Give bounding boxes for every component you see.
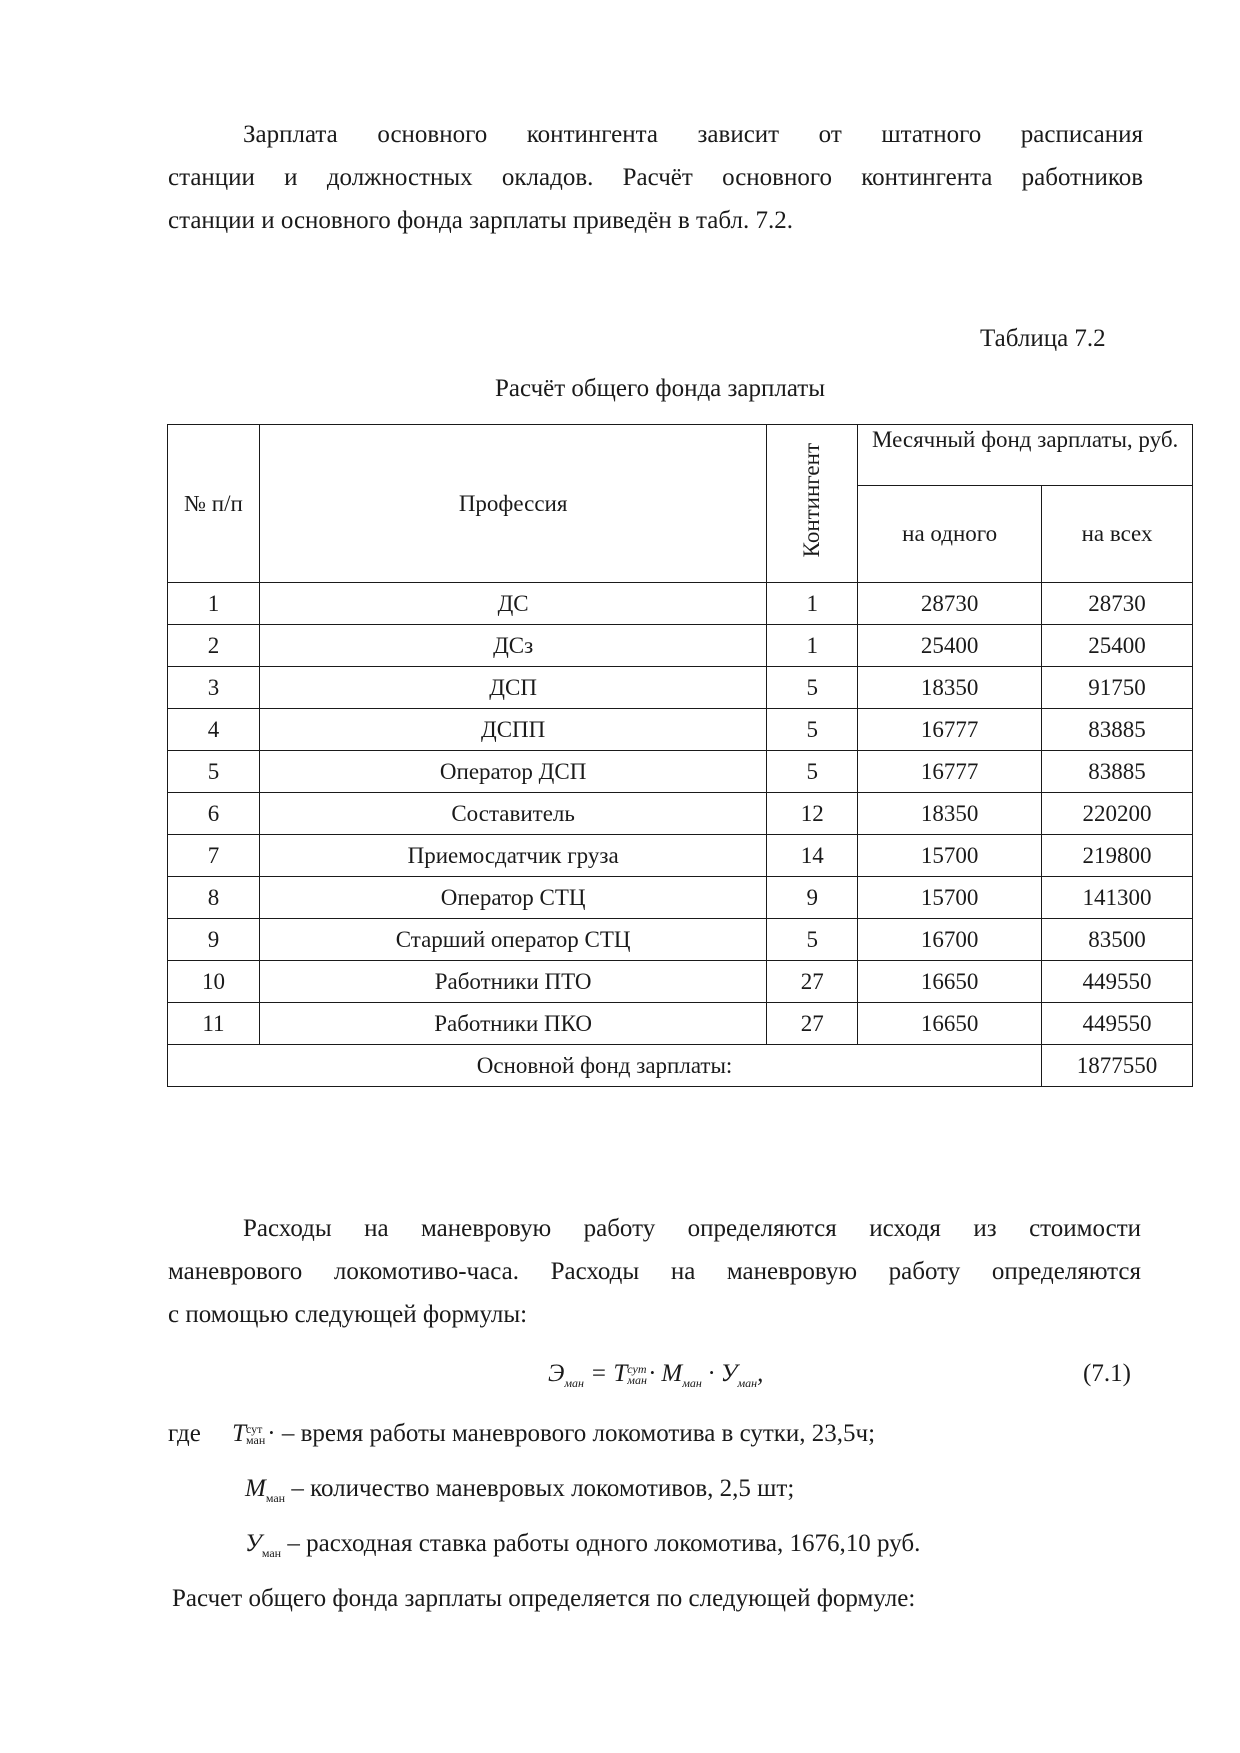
cell-num: 2 xyxy=(168,625,260,667)
def-u-text: – расходная ставка работы одного локомотива, 1676,10 руб. xyxy=(281,1530,921,1557)
formula-u-sub: ман xyxy=(737,1376,758,1390)
cell-per-all: 220200 xyxy=(1042,793,1193,835)
table-row xyxy=(168,709,1193,751)
intro-paragraph xyxy=(168,113,1143,242)
cell-per-one: 18350 xyxy=(858,667,1042,709)
cell-profession: Оператор ДСП xyxy=(259,751,766,793)
cell-num: 3 xyxy=(168,667,260,709)
total-label: Основной фонд зарплаты: xyxy=(168,1045,1042,1087)
formula-e: Э xyxy=(548,1360,565,1387)
cell-per-all: 141300 xyxy=(1042,877,1193,919)
table-row xyxy=(168,877,1193,919)
cell-per-all: 83885 xyxy=(1042,751,1193,793)
table-body xyxy=(168,583,1193,1045)
cell-per-one: 28730 xyxy=(858,583,1042,625)
header-contingent-label: Контингент xyxy=(799,443,825,558)
table-label: Таблица 7.2 xyxy=(980,325,1106,352)
def-t-symbol: Т xyxy=(232,1420,246,1447)
cell-per-one: 16700 xyxy=(858,919,1042,961)
cell-profession: Приемосдатчик груза xyxy=(259,835,766,877)
formula-number: (7.1) xyxy=(1083,1360,1131,1387)
final-sentence: Расчет общего фонда зарплаты определяется по следующей формуле: xyxy=(172,1585,916,1612)
cell-count: 1 xyxy=(767,583,858,625)
cell-per-one: 15700 xyxy=(858,877,1042,919)
cell-num: 1 xyxy=(168,583,260,625)
cell-count: 5 xyxy=(767,751,858,793)
def-m-sub: ман xyxy=(265,1491,286,1505)
formula-7-1 xyxy=(548,1360,763,1391)
cell-per-all: 25400 xyxy=(1042,625,1193,667)
cell-count: 9 xyxy=(767,877,858,919)
definition-m xyxy=(245,1475,794,1506)
def-u-symbol: У xyxy=(245,1530,262,1557)
cell-count: 27 xyxy=(767,1003,858,1045)
table-row xyxy=(168,667,1193,709)
cell-per-one: 18350 xyxy=(858,793,1042,835)
cell-profession: ДСз xyxy=(259,625,766,667)
header-per-one: на одного xyxy=(858,486,1042,583)
cell-num: 5 xyxy=(168,751,260,793)
formula-eq: = xyxy=(590,1360,608,1387)
maneuver-line-1: Расходы на маневровую работу определяются исходя из стоимости xyxy=(243,1215,1141,1242)
cell-count: 14 xyxy=(767,835,858,877)
definition-t xyxy=(168,1420,875,1448)
formula-dot-1: · xyxy=(648,1360,656,1387)
cell-profession: Оператор СТЦ xyxy=(259,877,766,919)
cell-profession: Работники ПТО xyxy=(259,961,766,1003)
table-row xyxy=(168,793,1193,835)
cell-per-all: 449550 xyxy=(1042,1003,1193,1045)
formula-comma: , xyxy=(757,1360,764,1387)
header-monthly-fund: Месячный фонд зарплаты, руб. xyxy=(858,425,1193,486)
header-profession: Профессия xyxy=(259,425,766,583)
cell-count: 12 xyxy=(767,793,858,835)
maneuver-line-2: маневрового локомотиво-часа. Расходы на маневровую работу определяются xyxy=(168,1258,1141,1285)
table-row xyxy=(168,835,1193,877)
cell-per-one: 16650 xyxy=(858,961,1042,1003)
cell-profession: ДС xyxy=(259,583,766,625)
header-contingent xyxy=(767,425,858,583)
cell-profession: Старший оператор СТЦ xyxy=(259,919,766,961)
maneuver-line-3: с помощью следующей формулы: xyxy=(168,1301,528,1328)
cell-per-one: 16777 xyxy=(858,751,1042,793)
cell-profession: Составитель xyxy=(259,793,766,835)
def-u-sub: ман xyxy=(261,1546,282,1560)
table-row xyxy=(168,1003,1193,1045)
cell-per-one: 16650 xyxy=(858,1003,1042,1045)
cell-count: 27 xyxy=(767,961,858,1003)
table-row xyxy=(168,583,1193,625)
table-title: Расчёт общего фонда зарплаты xyxy=(494,375,826,402)
formula-m: М xyxy=(661,1360,683,1387)
cell-profession: ДСП xyxy=(259,667,766,709)
formula-t-sup: сут xyxy=(627,1362,647,1377)
maneuver-paragraph xyxy=(168,1207,1141,1336)
formula-m-sub: ман xyxy=(682,1376,702,1390)
table-header-row xyxy=(168,425,1193,486)
cell-num: 7 xyxy=(168,835,260,877)
def-t-text: · – время работы маневрового локомотива в сутки, 23,5ч; xyxy=(267,1420,876,1447)
cell-per-all: 28730 xyxy=(1042,583,1193,625)
header-num: № п/п xyxy=(168,425,260,583)
cell-num: 8 xyxy=(168,877,260,919)
formula-dot-2: · xyxy=(708,1360,715,1387)
def-m-text: – количество маневровых локомотивов, 2,5 шт; xyxy=(285,1475,795,1502)
intro-line-3: станции и основного фонда зарплаты приведён в табл. 7.2. xyxy=(168,207,793,234)
table-row xyxy=(168,751,1193,793)
table-row xyxy=(168,961,1193,1003)
cell-count: 5 xyxy=(767,667,858,709)
cell-per-all: 83885 xyxy=(1042,709,1193,751)
def-t-sub: ман xyxy=(245,1433,266,1448)
cell-per-one: 15700 xyxy=(858,835,1042,877)
formula-u: У xyxy=(720,1360,738,1387)
where-word: где xyxy=(168,1420,201,1447)
cell-num: 6 xyxy=(168,793,260,835)
formula-t-sub: ман xyxy=(627,1373,647,1388)
cell-per-all: 219800 xyxy=(1042,835,1193,877)
cell-num: 10 xyxy=(168,961,260,1003)
cell-num: 9 xyxy=(168,919,260,961)
cell-per-all: 449550 xyxy=(1042,961,1193,1003)
formula-t: Т xyxy=(613,1360,628,1387)
cell-per-all: 83500 xyxy=(1042,919,1193,961)
table-total-row xyxy=(168,1045,1193,1087)
intro-line-2: станции и должностных окладов. Расчёт основного контингента работников xyxy=(168,164,1143,191)
cell-profession: ДСПП xyxy=(259,709,766,751)
intro-line-1: Зарплата основного контингента зависит от штатного расписания xyxy=(243,121,1143,148)
cell-num: 11 xyxy=(168,1003,260,1045)
definition-u xyxy=(245,1530,920,1561)
def-m-symbol: М xyxy=(245,1475,266,1502)
cell-count: 1 xyxy=(767,625,858,667)
table-row xyxy=(168,919,1193,961)
formula-e-sub: ман xyxy=(564,1376,584,1390)
salary-table xyxy=(167,424,1193,1087)
cell-per-one: 16777 xyxy=(858,709,1042,751)
header-per-all: на всех xyxy=(1042,486,1193,583)
cell-count: 5 xyxy=(767,709,858,751)
cell-per-all: 91750 xyxy=(1042,667,1193,709)
total-value: 1877550 xyxy=(1042,1045,1193,1087)
cell-count: 5 xyxy=(767,919,858,961)
cell-profession: Работники ПКО xyxy=(259,1003,766,1045)
def-t-sup: сут xyxy=(245,1422,263,1437)
table-row xyxy=(168,625,1193,667)
cell-num: 4 xyxy=(168,709,260,751)
cell-per-one: 25400 xyxy=(858,625,1042,667)
